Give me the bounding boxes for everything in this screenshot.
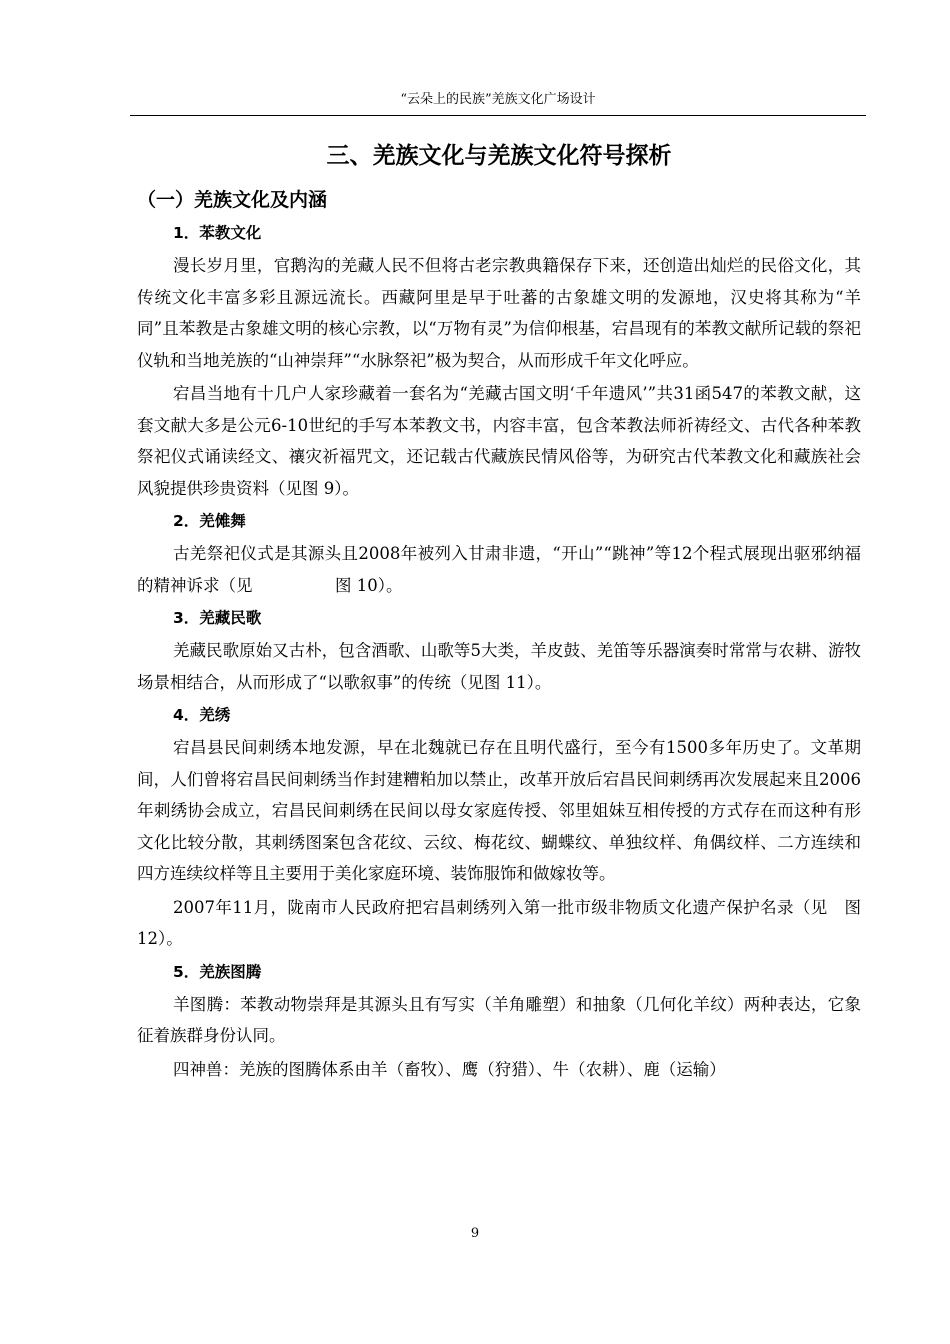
chapter-title: 三、羌族文化与羌族文化符号探析 <box>326 143 672 169</box>
paragraph: 宕昌县民间刺绣本地发源，早在北魏就已存在且明代盛行，至今有1500多年历史了。文革期间，人们曾将宕昌民间刺绣当作封建糟粕加以禁止，改革开放后宕昌民间刺绣再次发展起来且2006年刺绣协会成立，宕昌民间刺绣在民间以母女家庭传授、邻里姐妹互相传授的方式存在而这种有形文化比较分散，其刺绣图案包含花纹、云纹、梅花纹、蝴蝶纹、单独纹样、角偶纹样、二方连续和四方连续纹样等且主要用于美化家庭环境、装饰服饰和做嫁妆等。 <box>137 738 861 883</box>
header-divider <box>130 115 866 116</box>
paragraph: 古羌祭祀仪式是其源头且2008年被列入甘肃非遗，“开山”“跳神”等12个程式展现出驱邪纳福的精神诉求（见 图 10）。 <box>137 544 861 595</box>
paragraph: 四神兽：羌族的图腾体系由羊（畜牧）、鹰（狩猎）、牛（农耕）、鹿（运输） <box>173 1059 726 1079</box>
paragraph: 漫长岁月里，官鹅沟的羌藏人民不但将古老宗教典籍保存下来，还创造出灿烂的民俗文化，其传统文化丰富多彩且源远流长。西藏阿里是早于吐蕃的古象雄文明的发源地，汉史将其称为“羊同”且苯教是古象雄文明的核心宗教，以“万物有灵”为信仰根基，宕昌现有的苯教文献所记载的祭祀仪轨和当地羌族的“山神崇拜”“水脉祭祀”极为契合，从而形成千年文化呼应。 <box>137 256 861 370</box>
subsection-title: 2．羌傩舞 <box>173 512 246 530</box>
paragraph: 羊图腾：苯教动物崇拜是其源头且有写实（羊角雕塑）和抽象（几何化羊纹）两种表达，它象征着族群身份认同。 <box>137 994 861 1045</box>
section-title: （一）羌族文化及内涵 <box>137 189 328 211</box>
paragraph: 2007年11月，陇南市人民政府把宕昌刺绣列入第一批市级非物质文化遗产保护名录（见 图 12）。 <box>137 897 861 948</box>
subsection-title: 5．羌族图腾 <box>173 962 262 981</box>
subsection-title: 4．羌绣 <box>173 706 231 724</box>
page-body <box>137 134 861 1087</box>
subsection-title: 3．羌藏民歌 <box>173 609 262 627</box>
page-number: 9 <box>470 1226 480 1241</box>
paragraph: 宕昌当地有十几户人家珍藏着一套名为“羌藏古国文明‘千年遗风’”共31函547的苯教文献，这套文献大多是公元6-10世纪的手写本苯教文书，内容丰富，包含苯教法师祈祷经文、古代各种苯教祭祀仪式诵读经文、禳灾祈福咒文，还记载古代藏族民情风俗等，为研究古代苯教文化和藏族社会风貌提供珍贵资料（见图 9）。 <box>137 384 861 498</box>
subsection-title: 1．苯教文化 <box>173 224 262 242</box>
paragraph: 羌藏民歌原始又古朴，包含酒歌、山歌等5大类，羊皮鼓、羌笛等乐器演奏时常常与农耕、游牧场景相结合，从而形成了“以歌叙事”的传统（见图 11）。 <box>137 641 861 692</box>
running-header: “云朵上的民族”羌族文化广场设计 <box>400 92 596 107</box>
